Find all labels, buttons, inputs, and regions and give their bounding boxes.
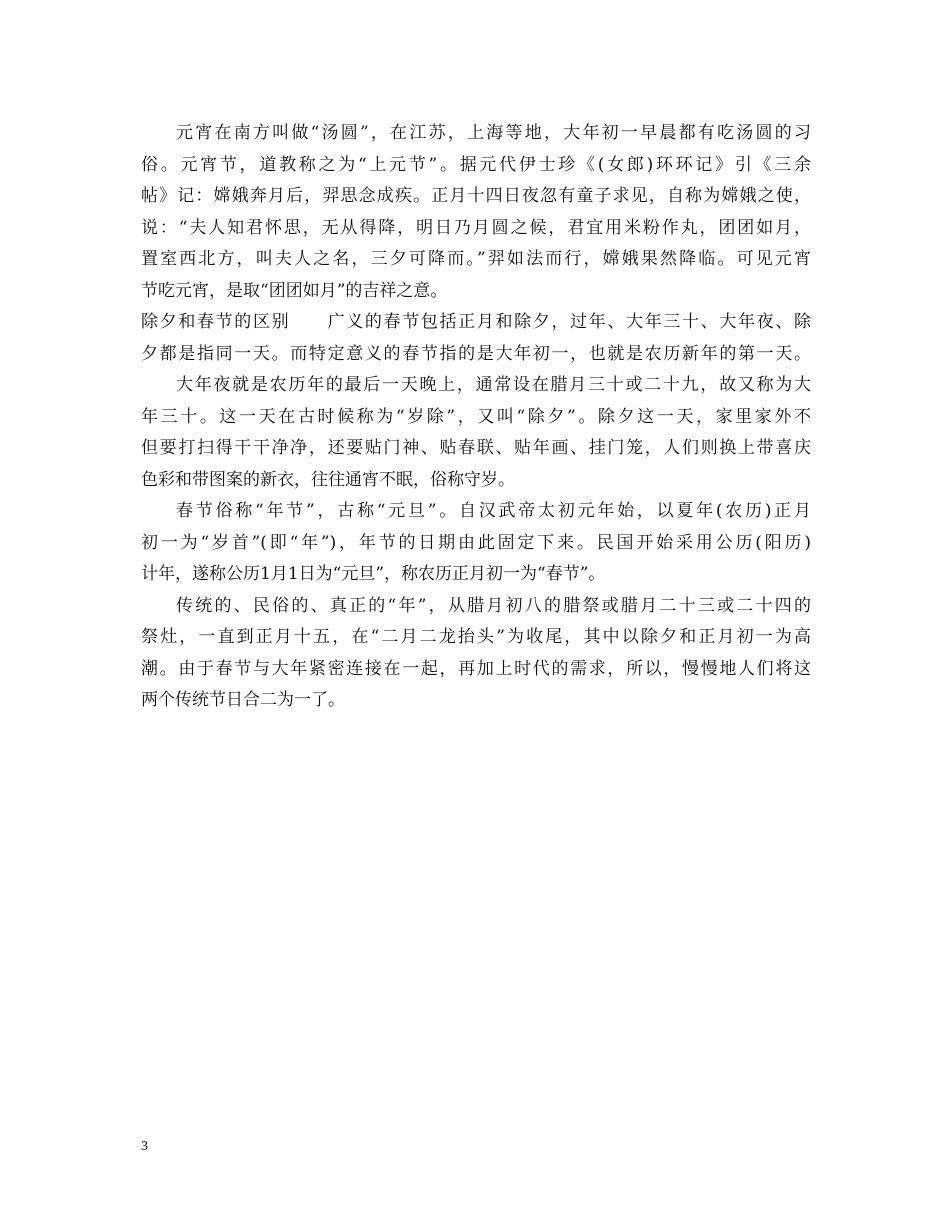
text-line: 计年，遂称公历1月1日为“元旦”，称农历正月初一为“春节”。 — [141, 564, 606, 584]
text-line: 俗。元宵节，道教称之为“上元节”。据元代伊士珍《(女郎)环环记》引《三余 — [141, 154, 811, 175]
text-line: 元宵在南方叫做“汤圆”，在江苏，上海等地，大年初一早晨都有吃汤圆的习 — [176, 123, 811, 143]
text-line: 说：“夫人知君怀思，无从得降，明日乃月圆之候，君宜用米粉作丸，团团如月， — [141, 217, 811, 238]
text-line: 潮。由于春节与大年紧密连接在一起，再加上时代的需求，所以，慢慢地人们将这 — [141, 658, 811, 679]
text-line: 置室西北方，叫夫人之名，三夕可降而。”羿如法而行，嫦娥果然降临。可见元宵 — [141, 249, 811, 269]
text-line: 春节俗称“年节”，古称“元旦”。自汉武帝太初元年始，以夏年(农历)正月 — [176, 501, 811, 521]
page-number: 3 — [141, 1139, 148, 1154]
text-line: 节吃元宵，是取“团团如月”的吉祥之意。 — [141, 280, 448, 301]
text-line: 帖》记：嫦娥奔月后，羿思念成疾。正月十四日夜忽有童子求见，自称为嫦娥之使， — [141, 186, 811, 206]
text-line: 初一为“岁首”(即“年”)，年节的日期由此固定下来。民国开始采用公历(阳历) — [141, 532, 811, 553]
text-line: 除夕和春节的区别 广义的春节包括正月和除夕，过年、大年三十、大年夜、除 — [141, 312, 811, 332]
text-line: 但要打扫得干干净净，还要贴门神、贴春联、贴年画、挂门笼，人们则换上带喜庆 — [141, 438, 811, 458]
text-line: 祭灶，一直到正月十五，在“二月二龙抬头”为收尾，其中以除夕和正月初一为高 — [141, 627, 811, 647]
text-line: 夕都是指同一天。而特定意义的春节指的是大年初一，也就是农历新年的第一天。 — [141, 343, 811, 364]
text-line: 色彩和带图案的新衣，往往通宵不眠，俗称守岁。 — [141, 469, 515, 490]
text-line: 两个传统节日合二为一了。 — [141, 690, 345, 710]
text-line: 传统的、民俗的、真正的“年”，从腊月初八的腊祭或腊月二十三或二十四的 — [176, 595, 811, 616]
text-line: 年三十。这一天在古时候称为“岁除”，又叫“除夕”。除夕这一天，家里家外不 — [141, 406, 811, 427]
text-line: 大年夜就是农历年的最后一天晚上，通常设在腊月三十或二十九，故又称为大 — [176, 375, 811, 395]
document-body — [141, 118, 811, 717]
